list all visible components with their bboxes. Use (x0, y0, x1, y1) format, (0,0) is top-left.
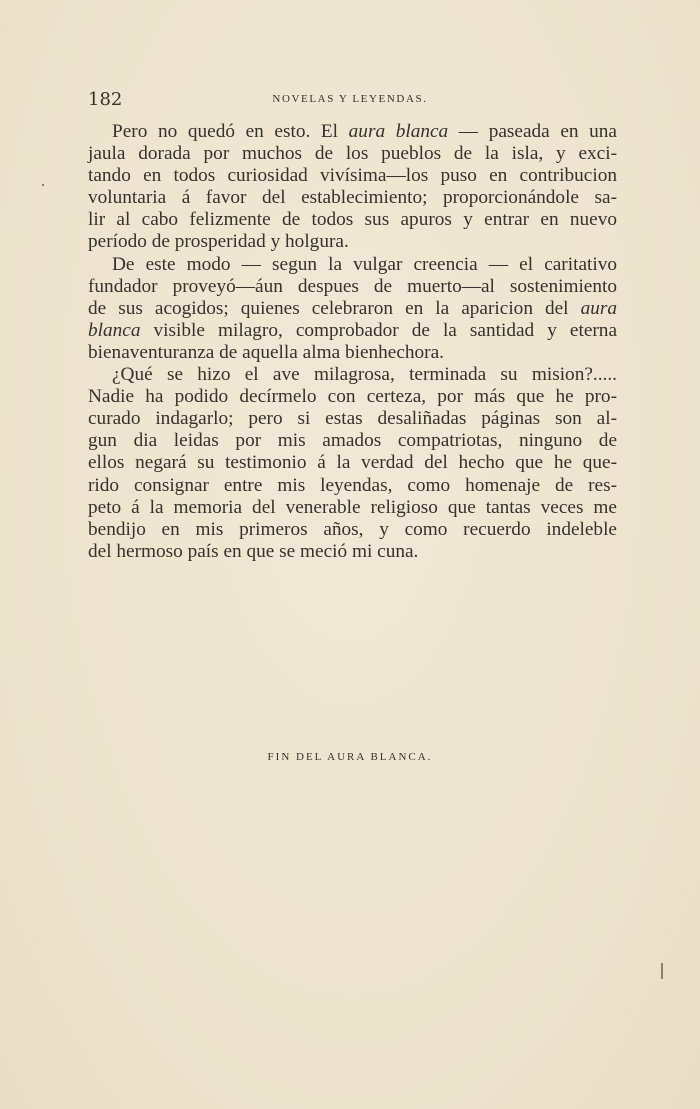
text-line (88, 165, 617, 187)
text-segment: rido consignar entre mis leyendas, como homenaje de res- (88, 474, 617, 496)
paper-speck (661, 963, 663, 979)
paragraph (88, 254, 617, 364)
text-segment: fundador proveyó—áun despues de muerto—al sostenimiento (88, 275, 617, 297)
text-segment: ellos negará su testimonio á la verdad del hecho que he que- (88, 452, 617, 474)
text-line (88, 209, 617, 231)
text-line (88, 408, 617, 430)
paragraph (88, 364, 617, 563)
text-line (88, 541, 617, 563)
text-segment: gun dia leidas por mis amados compatriotas, ninguno de (88, 430, 617, 452)
text-line (88, 364, 617, 386)
text-line (88, 187, 617, 209)
text-segment: Pero no quedó en esto. El (112, 121, 349, 142)
page-number: 182 (88, 89, 123, 110)
text-segment: De este modo — segun la vulgar creencia — el caritativo (112, 253, 617, 275)
text-segment: voluntaria á favor del establecimiento; proporcionándole sa- (88, 187, 617, 209)
text-segment: período de prosperidad y holgura. (88, 231, 349, 253)
italic-text: aura (580, 297, 617, 319)
text-line (88, 121, 617, 143)
text-line (88, 497, 617, 519)
text-segment: — paseada en una (448, 121, 617, 142)
text-segment: del hermoso país en que se meció mi cuna. (88, 540, 419, 562)
text-line (88, 320, 617, 342)
italic-text: aura blanca (348, 121, 449, 142)
text-line (88, 143, 617, 165)
text-segment: visible milagro, comprobador de la santidad y eterna (140, 319, 617, 341)
text-line (88, 254, 617, 276)
text-segment: bienaventuranza de aquella alma bienhechora. (88, 341, 444, 363)
text-line (88, 342, 617, 364)
italic-text: blanca (88, 319, 141, 341)
text-segment: ¿Qué se hizo el ave milagrosa, terminada su mision?..... (112, 364, 617, 386)
text-line (88, 452, 617, 474)
text-line (88, 276, 617, 298)
text-segment: bendijo en mis primeros años, y como recuerdo indeleble (88, 518, 617, 540)
text-segment: tando en todos curiosidad vivísima—los puso en contribucion (88, 165, 617, 187)
text-line (88, 475, 617, 497)
body-text (88, 121, 617, 563)
text-segment: lir al cabo felizmente de todos sus apuros y entrar en nuevo (88, 209, 617, 231)
text-line (88, 386, 617, 408)
text-line (88, 231, 617, 253)
paper-speck (42, 184, 44, 186)
paragraph (88, 121, 617, 254)
text-segment: peto á la memoria del venerable religioso que tantas veces me (88, 496, 617, 518)
text-line (88, 430, 617, 452)
text-line (88, 519, 617, 541)
text-segment: jaula dorada por muchos de los pueblos de la isla, y exci- (88, 143, 617, 165)
end-marker: FIN DEL AURA BLANCA. (267, 751, 433, 763)
text-segment: Nadie ha podido decírmelo con certeza, por más que he pro- (88, 386, 617, 408)
text-line (88, 298, 617, 320)
text-segment: curado indagarlo; pero si estas desaliñadas páginas son al- (88, 408, 617, 430)
text-segment: de sus acogidos; quienes celebraron en la aparicion del (88, 297, 581, 319)
running-title: NOVELAS Y LEYENDAS. (272, 93, 428, 105)
